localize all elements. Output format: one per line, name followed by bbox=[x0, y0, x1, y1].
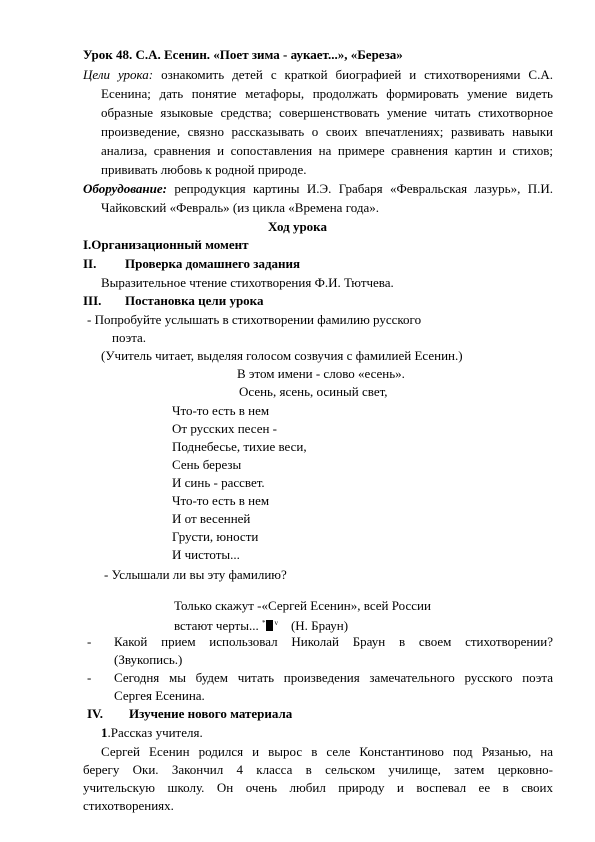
poem-line: От русских песен - bbox=[172, 421, 277, 436]
story-line: Сергей Есенин родился и вырос в селе Константиново под Рязанью, на bbox=[101, 744, 553, 759]
section-4-title: Изучение нового материала bbox=[129, 706, 293, 721]
section-4-heading bbox=[87, 705, 292, 722]
goals-line: анализа, сравнения и сопоставления на примере сравнения картин и стихов; bbox=[101, 143, 553, 158]
question-text: - Услышали ли вы эту фамилию? bbox=[104, 567, 287, 582]
poem-line: И от весенней bbox=[172, 511, 251, 526]
goals-text: ознакомить детей с краткой биографией и стихотворениями С.А. bbox=[153, 67, 553, 82]
lesson-title: Урок 48. С.А. Есенин. «Поет зима - аукает...», «Береза» bbox=[83, 47, 403, 62]
poem-line: Поднебесье, тихие веси, bbox=[172, 439, 307, 454]
goals-line: прививать любовь к родной природе. bbox=[101, 162, 307, 177]
poem-line: И синь - рассвет. bbox=[172, 475, 265, 490]
story-line: учительскую школу. Он очень любил природу и воспевал ее в своих bbox=[83, 780, 553, 795]
section-3-heading bbox=[83, 292, 263, 309]
list-dash: - bbox=[87, 634, 92, 649]
section-3-title: Постановка цели урока bbox=[125, 293, 264, 308]
question-line bbox=[87, 633, 553, 650]
goals-line: произведение, связно рассказывать о своих впечатлениях; развивать навыки bbox=[101, 124, 553, 139]
question-text: - Попробуйте услышать в стихотворении фамилию русского bbox=[87, 312, 422, 327]
poem-line: Осень, ясень, осиный свет, bbox=[239, 384, 388, 399]
footnote-sup: v bbox=[274, 619, 278, 627]
subsection-title bbox=[101, 724, 203, 741]
poem-line: Сень березы bbox=[172, 457, 242, 472]
subsection-label: .Рассказ учителя. bbox=[107, 725, 203, 740]
section-1-heading: I.Организационный момент bbox=[83, 237, 249, 252]
poem-line: Что-то есть в нем bbox=[172, 493, 270, 508]
section-3-number: III. bbox=[83, 293, 102, 308]
poem-line: Грусти, юности bbox=[172, 529, 259, 544]
quote-line: Только скажут -«Сергей Есенин», всей России bbox=[174, 598, 431, 613]
teacher-note: (Учитель читает, выделяя голосом созвучия с фамилией Есенин.) bbox=[101, 348, 463, 363]
question-answer: (Звукопись.) bbox=[114, 652, 183, 667]
poem-line: В этом имени - слово «есень». bbox=[237, 366, 405, 381]
footnote-mark: * bbox=[261, 619, 266, 627]
goals-line bbox=[83, 66, 553, 83]
question-text: Сегодня мы будем читать произведения замечательного русского поэта bbox=[114, 670, 553, 685]
poem-line: Что-то есть в нем bbox=[172, 403, 270, 418]
equipment-line: Чайковский «Февраль» (из цикла «Времена года». bbox=[101, 200, 379, 215]
equipment-text: репродукция картины И.Э. Грабаря «Февральская лазурь», П.И. bbox=[166, 181, 553, 196]
question-text: Какой прием использовал Николай Браун в своем стихотворении? bbox=[114, 634, 553, 649]
question-text: поэта. bbox=[112, 330, 147, 345]
question-line bbox=[87, 669, 553, 686]
subsection-number: 1 bbox=[101, 725, 108, 740]
list-dash: - bbox=[87, 670, 92, 685]
quote-text: встают черты... bbox=[174, 618, 259, 633]
section-2-number: II. bbox=[83, 256, 97, 271]
section-4-number: IV. bbox=[87, 706, 104, 721]
question-text: Сергея Есенина. bbox=[114, 688, 205, 703]
section-2-title: Проверка домашнего задания bbox=[125, 256, 301, 271]
equipment-line bbox=[83, 180, 553, 197]
quote-line bbox=[174, 615, 348, 634]
story-line: берегу Оки. Закончил 4 класса в сельском училище, затем церковно- bbox=[83, 762, 553, 777]
equipment-label: Оборудование: bbox=[83, 181, 167, 196]
section-2-text: Выразительное чтение стихотворения Ф.И. Тютчева. bbox=[101, 275, 394, 290]
quote-author: (Н. Браун) bbox=[290, 618, 349, 633]
square-mark-icon bbox=[266, 620, 273, 631]
section-2-heading bbox=[83, 255, 300, 272]
course-heading: Ход урока bbox=[268, 219, 327, 234]
story-line: стихотворениях. bbox=[83, 798, 174, 813]
poem-line: И чистоты... bbox=[172, 547, 240, 562]
goals-line: Есенина; дать понятие метафоры, продолжать формировать умение видеть bbox=[101, 86, 553, 101]
goals-line: образные языковые средства; совершенствовать умение читать стихотворное bbox=[101, 105, 553, 120]
goals-label: Цели урока: bbox=[83, 67, 154, 82]
